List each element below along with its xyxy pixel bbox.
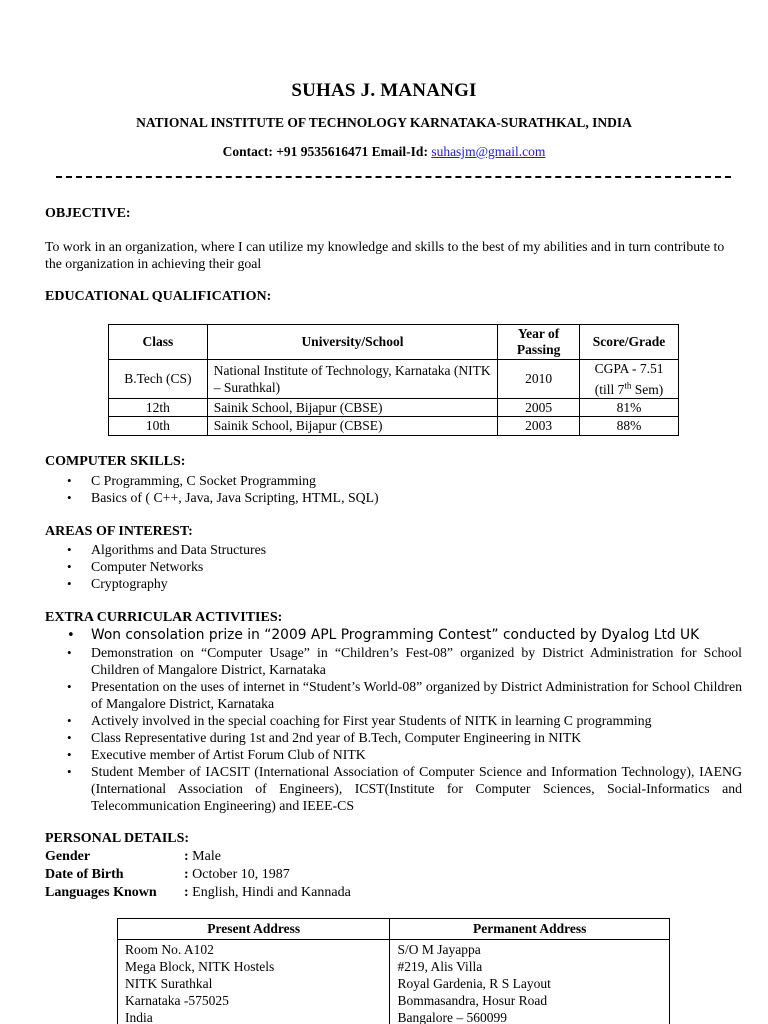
education-table <box>108 324 679 436</box>
permanent-address <box>390 940 670 1024</box>
address-line: S/O M Jayappa <box>397 942 481 957</box>
col-class: Class <box>109 325 208 360</box>
address-line: #219, Alis Villa <box>397 959 483 974</box>
gender-value: Male <box>192 849 221 864</box>
contact-line <box>0 144 768 160</box>
cell-school: Sainik School, Bijapur (CBSE) <box>207 416 497 435</box>
address-body-row <box>118 940 670 1024</box>
score-note: (till 7th Sem) <box>594 380 664 397</box>
header-divider <box>56 176 731 179</box>
dob-row <box>45 866 290 883</box>
gender-row <box>45 848 221 865</box>
email-link[interactable]: suhasjm@gmail.com <box>431 144 546 159</box>
address-line: India <box>125 1010 153 1024</box>
cell-class: 12th <box>109 398 208 416</box>
objective-heading: OBJECTIVE: <box>45 206 131 221</box>
cell-score: 88% <box>580 416 679 435</box>
permanent-address-heading: Permanent Address <box>390 919 670 940</box>
list-item: • Algorithms and Data Structures <box>45 541 745 558</box>
list-item: • Basics of ( C++, Java, Java Scripting, HTML, SQL) <box>45 489 745 506</box>
table-row <box>109 398 679 416</box>
list-item: • Cryptography <box>45 575 745 592</box>
languages-row <box>45 884 351 901</box>
education-heading: EDUCATIONAL QUALIFICATION: <box>45 289 272 304</box>
present-address <box>118 940 390 1024</box>
list-item: • Executive member of Artist Forum Club of NITK <box>45 746 742 763</box>
cell-score: 81% <box>580 398 679 416</box>
separator: : <box>184 849 189 864</box>
cell-class: B.Tech (CS) <box>109 360 208 399</box>
address-line: Royal Gardenia, R S Layout <box>397 976 551 991</box>
list-item: • Presentation on the uses of internet in “Student’s World-08” organized by District Administration for School Children of Mangalore District, Karnataka <box>45 678 742 712</box>
col-score: Score/Grade <box>580 325 679 360</box>
separator: : <box>184 867 189 882</box>
address-line: Karnataka -575025 <box>125 993 229 1008</box>
languages-label: Languages Known <box>45 885 157 900</box>
skills-list <box>45 472 745 506</box>
skills-heading: COMPUTER SKILLS: <box>45 454 186 469</box>
cell-score <box>580 360 679 399</box>
address-header-row <box>118 919 670 940</box>
list-item: • Student Member of IACSIT (International Association of Computer Science and Information Technology), IAENG (International Association of Engineers), ICST(Institute for Computer Sciences, Social-Informatics and Telecommunication Engineering) and IEEE-CS <box>45 763 742 814</box>
separator: : <box>184 885 189 900</box>
education-header-row <box>109 325 679 360</box>
cell-class: 10th <box>109 416 208 435</box>
address-line: Room No. A102 <box>125 942 214 957</box>
dob-value: October 10, 1987 <box>192 867 290 882</box>
address-line: Mega Block, NITK Hostels <box>125 959 275 974</box>
col-year: Year of Passing <box>498 325 580 360</box>
objective-text: To work in an organization, where I can utilize my knowledge and skills to the best of my abilities and in turn contribute to the organization in achieving their goal <box>45 239 725 271</box>
contact-text: Contact: +91 9535616471 Email-Id: <box>222 144 432 159</box>
gender-label: Gender <box>45 849 91 864</box>
list-item: • Class Representative during 1st and 2nd year of B.Tech, Computer Engineering in NITK <box>45 729 742 746</box>
list-item: • Demonstration on “Computer Usage” in “Children’s Fest-08” organized by District Administration for School Children of Mangalore District, Karnataka <box>45 644 742 678</box>
list-item: • Won consolation prize in “2009 APL Programming Contest” conducted by Dyalog Ltd UK <box>45 627 742 644</box>
cell-school: National Institute of Technology, Karnataka (NITK – Surathkal) <box>207 360 497 399</box>
personal-heading: PERSONAL DETAILS: <box>45 831 190 846</box>
present-address-heading: Present Address <box>118 919 390 940</box>
extra-heading: EXTRA CURRICULAR ACTIVITIES: <box>45 610 283 625</box>
cell-year: 2005 <box>498 398 580 416</box>
address-line: Bommasandra, Hosur Road <box>397 993 548 1008</box>
cell-year: 2010 <box>498 360 580 399</box>
col-school: University/School <box>207 325 497 360</box>
interests-list <box>45 541 745 592</box>
institute-line: NATIONAL INSTITUTE OF TECHNOLOGY KARNATAKA-SURATHKAL, INDIA <box>136 115 632 130</box>
cell-school: Sainik School, Bijapur (CBSE) <box>207 398 497 416</box>
interests-heading: AREAS OF INTEREST: <box>45 524 193 539</box>
address-line: Bangalore – 560099 <box>397 1010 507 1024</box>
list-item: • Actively involved in the special coaching for First year Students of NITK in learning C programming <box>45 712 742 729</box>
address-line: NITK Surathkal <box>125 976 213 991</box>
list-item: • C Programming, C Socket Programming <box>45 472 745 489</box>
resume-name: SUHAS J. MANANGI <box>291 80 477 101</box>
list-item: • Computer Networks <box>45 558 745 575</box>
cell-year: 2003 <box>498 416 580 435</box>
table-row <box>109 360 679 399</box>
address-table <box>117 918 670 1024</box>
table-row <box>109 416 679 435</box>
extra-list <box>45 627 742 814</box>
score-value: CGPA - 7.51 <box>594 361 664 376</box>
dob-label: Date of Birth <box>45 867 124 882</box>
languages-value: English, Hindi and Kannada <box>192 885 351 900</box>
